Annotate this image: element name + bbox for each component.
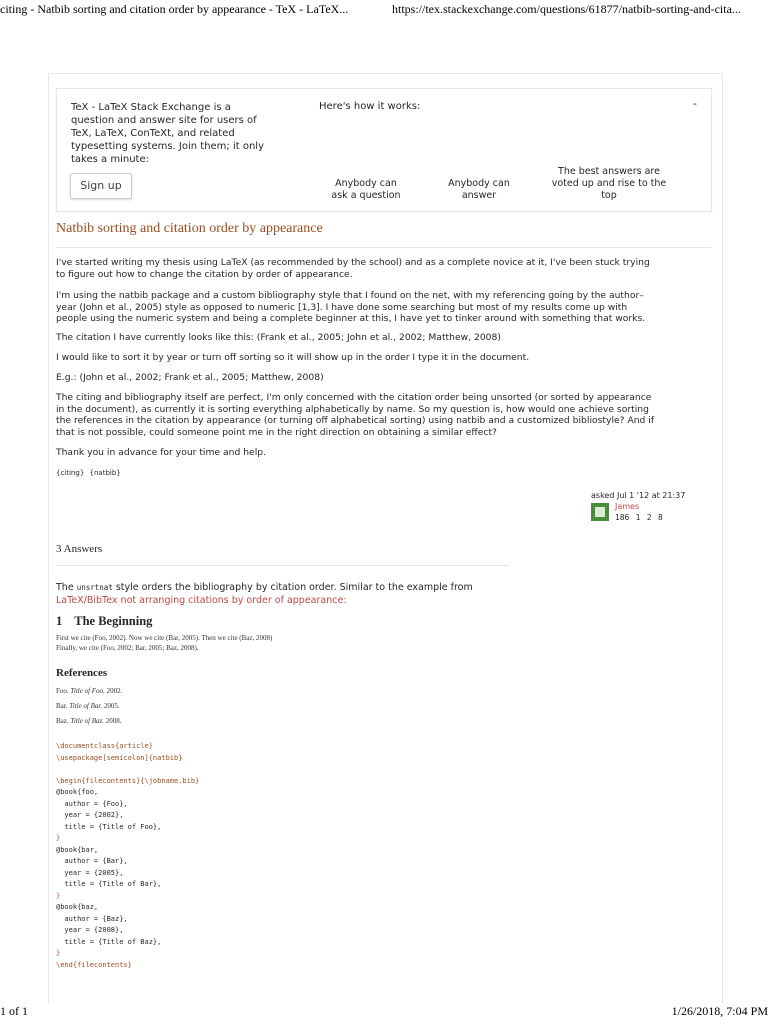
avatar[interactable] [591, 503, 609, 521]
question-paragraph: I'm using the natbib package and a custom bibliography style that I found on the net, with my referencing going by the author–year (John et al., 2005) style as opposed to numeric [1,3]. I have done some searching but most of my results come up with people using the numeric system and being a complete beginner at this, I have yet to tinker around with something that works. [56, 290, 646, 324]
answer-intro [56, 582, 476, 607]
inline-code: unsrtnat [76, 583, 113, 592]
hero-description: TeX - LaTeX Stack Exchange is a question and answer site for users of TeX, LaTeX, ConTeXt, and related typesetting systems. Join them; it only takes a minute: [71, 102, 264, 165]
step-answer: Anybody can answer [448, 178, 510, 201]
question-paragraph: E.g.: (John et al., 2002; Frank et al., 2005; Matthew, 2008) [56, 372, 324, 383]
print-title: citing - Natbib sorting and citation order by appearance - TeX - LaTeX... [0, 2, 349, 16]
tag-list [56, 469, 124, 477]
ref-title: Title of Bar. [69, 702, 103, 710]
code-line: title = {Title of Baz}, [56, 937, 162, 946]
code-line: } [56, 949, 61, 957]
references-heading: References [56, 667, 108, 679]
user-reputation: 186 1 2 8 [615, 513, 663, 522]
code-line: } [56, 891, 61, 900]
ref-year: 2002. [106, 687, 123, 695]
question-paragraph: I would like to sort it by year or turn off sorting so it will show up in the order I type it in the document. [56, 352, 530, 363]
code-block [56, 741, 476, 971]
divider [56, 247, 711, 248]
divider [56, 565, 509, 566]
reference-item [56, 702, 120, 710]
user-name[interactable]: James [615, 502, 640, 511]
code-line: @book{baz, [56, 903, 99, 911]
question-paragraph: The citing and bibliography itself are perfect, I'm only concerned with the citation order being unsorted (or sorted by appearance in the document), as currently it is sorting everything alphabetically by name. So my question is, how would one achieve sorting the references in the citation by appearance (or turning off alphabetical sorting) using natbib and a customized bibliostyle? And if that is not possible, could someone point me in the right direction on obtaining a similar effect? [56, 392, 655, 438]
question-paragraph: Thank you in advance for your time and help. [56, 447, 266, 458]
rendered-section-heading [56, 614, 152, 629]
code-line: title = {Title of Foo}, [56, 822, 162, 831]
code-line: author = {Baz}, [56, 914, 128, 923]
ref-year: 2005. [103, 702, 120, 710]
step-vote: The best answers are voted up and rise to the top [551, 166, 667, 201]
code-line: year = {2002}, [56, 811, 124, 819]
code-line: year = {2005}, [56, 868, 124, 877]
answer-intro-mid: style orders the bibliography by citation order. Similar to the example from [115, 582, 473, 593]
code-line: \end{filecontents} [56, 960, 132, 969]
ref-author: Bar. [56, 702, 68, 710]
dismiss-button[interactable]: - [693, 97, 697, 110]
answer-link[interactable]: LaTeX/BibTex not arranging citations by order of appearance: [56, 594, 347, 606]
code-line: } [56, 834, 61, 842]
hero-banner [56, 88, 712, 212]
tag-natbib[interactable]: {natbib} [89, 469, 121, 477]
answers-count: 3 Answers [56, 543, 103, 555]
print-date: 1/26/2018, 7:04 PM [671, 1004, 768, 1018]
rendered-line: Finally, we cite (Foo, 2002; Bar, 2005; Baz, 2008). [56, 644, 199, 652]
code-line: \documentclass{article} [56, 742, 153, 750]
ref-author: Foo. [56, 687, 69, 695]
step-ask: Anybody can ask a question [331, 178, 401, 201]
section-title: The Beginning [74, 614, 153, 628]
question-title[interactable]: Natbib sorting and citation order by appearance [56, 221, 323, 236]
rendered-line: First we cite (Foo, 2002). Now we cite (Bar, 2005). Then we cite (Baz, 2008) [56, 634, 273, 642]
code-line: @book{bar, [56, 845, 99, 854]
code-line: year = {2008}, [56, 926, 124, 934]
print-url: https://tex.stackexchange.com/questions/61877/natbib-sorting-and-cita... [392, 2, 741, 16]
question-paragraph: The citation I have currently looks like this: (Frank et al., 2005; John et al., 2002; Matthew, 2008) [56, 332, 501, 343]
answer-intro-pre: The [56, 582, 74, 593]
code-line [56, 764, 476, 776]
reference-item [56, 717, 122, 725]
section-number: 1 [56, 614, 63, 628]
ref-title: Title of Foo. [70, 687, 105, 695]
reference-item [56, 687, 122, 695]
code-line: title = {Title of Bar}, [56, 880, 162, 888]
asked-date: asked Jul 1 '12 at 21:37 [591, 491, 686, 500]
print-footer [0, 1002, 768, 1024]
tag-citing[interactable]: {citing} [56, 469, 85, 477]
ref-author: Baz. [56, 717, 69, 725]
code-line: \begin{filecontents}{\jobname.bib} [56, 776, 200, 785]
code-line: author = {Foo}, [56, 799, 128, 808]
code-line: \usepackage[semicolon]{natbib} [56, 753, 183, 762]
signup-button[interactable]: Sign up [70, 173, 132, 199]
page-number: 1 of 1 [0, 1004, 28, 1018]
question-paragraph: I've started writing my thesis using LaTeX (as recommended by the school) and as a complete novice at it, I've been stuck trying to figure out how to change the citation by order of appearance. [56, 257, 650, 280]
print-header [0, 0, 768, 20]
how-it-works-label: Here's how it works: [319, 101, 421, 112]
code-line: @book{foo, [56, 788, 99, 796]
ref-year: 2008. [105, 717, 122, 725]
ref-title: Title of Baz. [70, 717, 105, 725]
code-line: author = {Bar}, [56, 857, 128, 865]
